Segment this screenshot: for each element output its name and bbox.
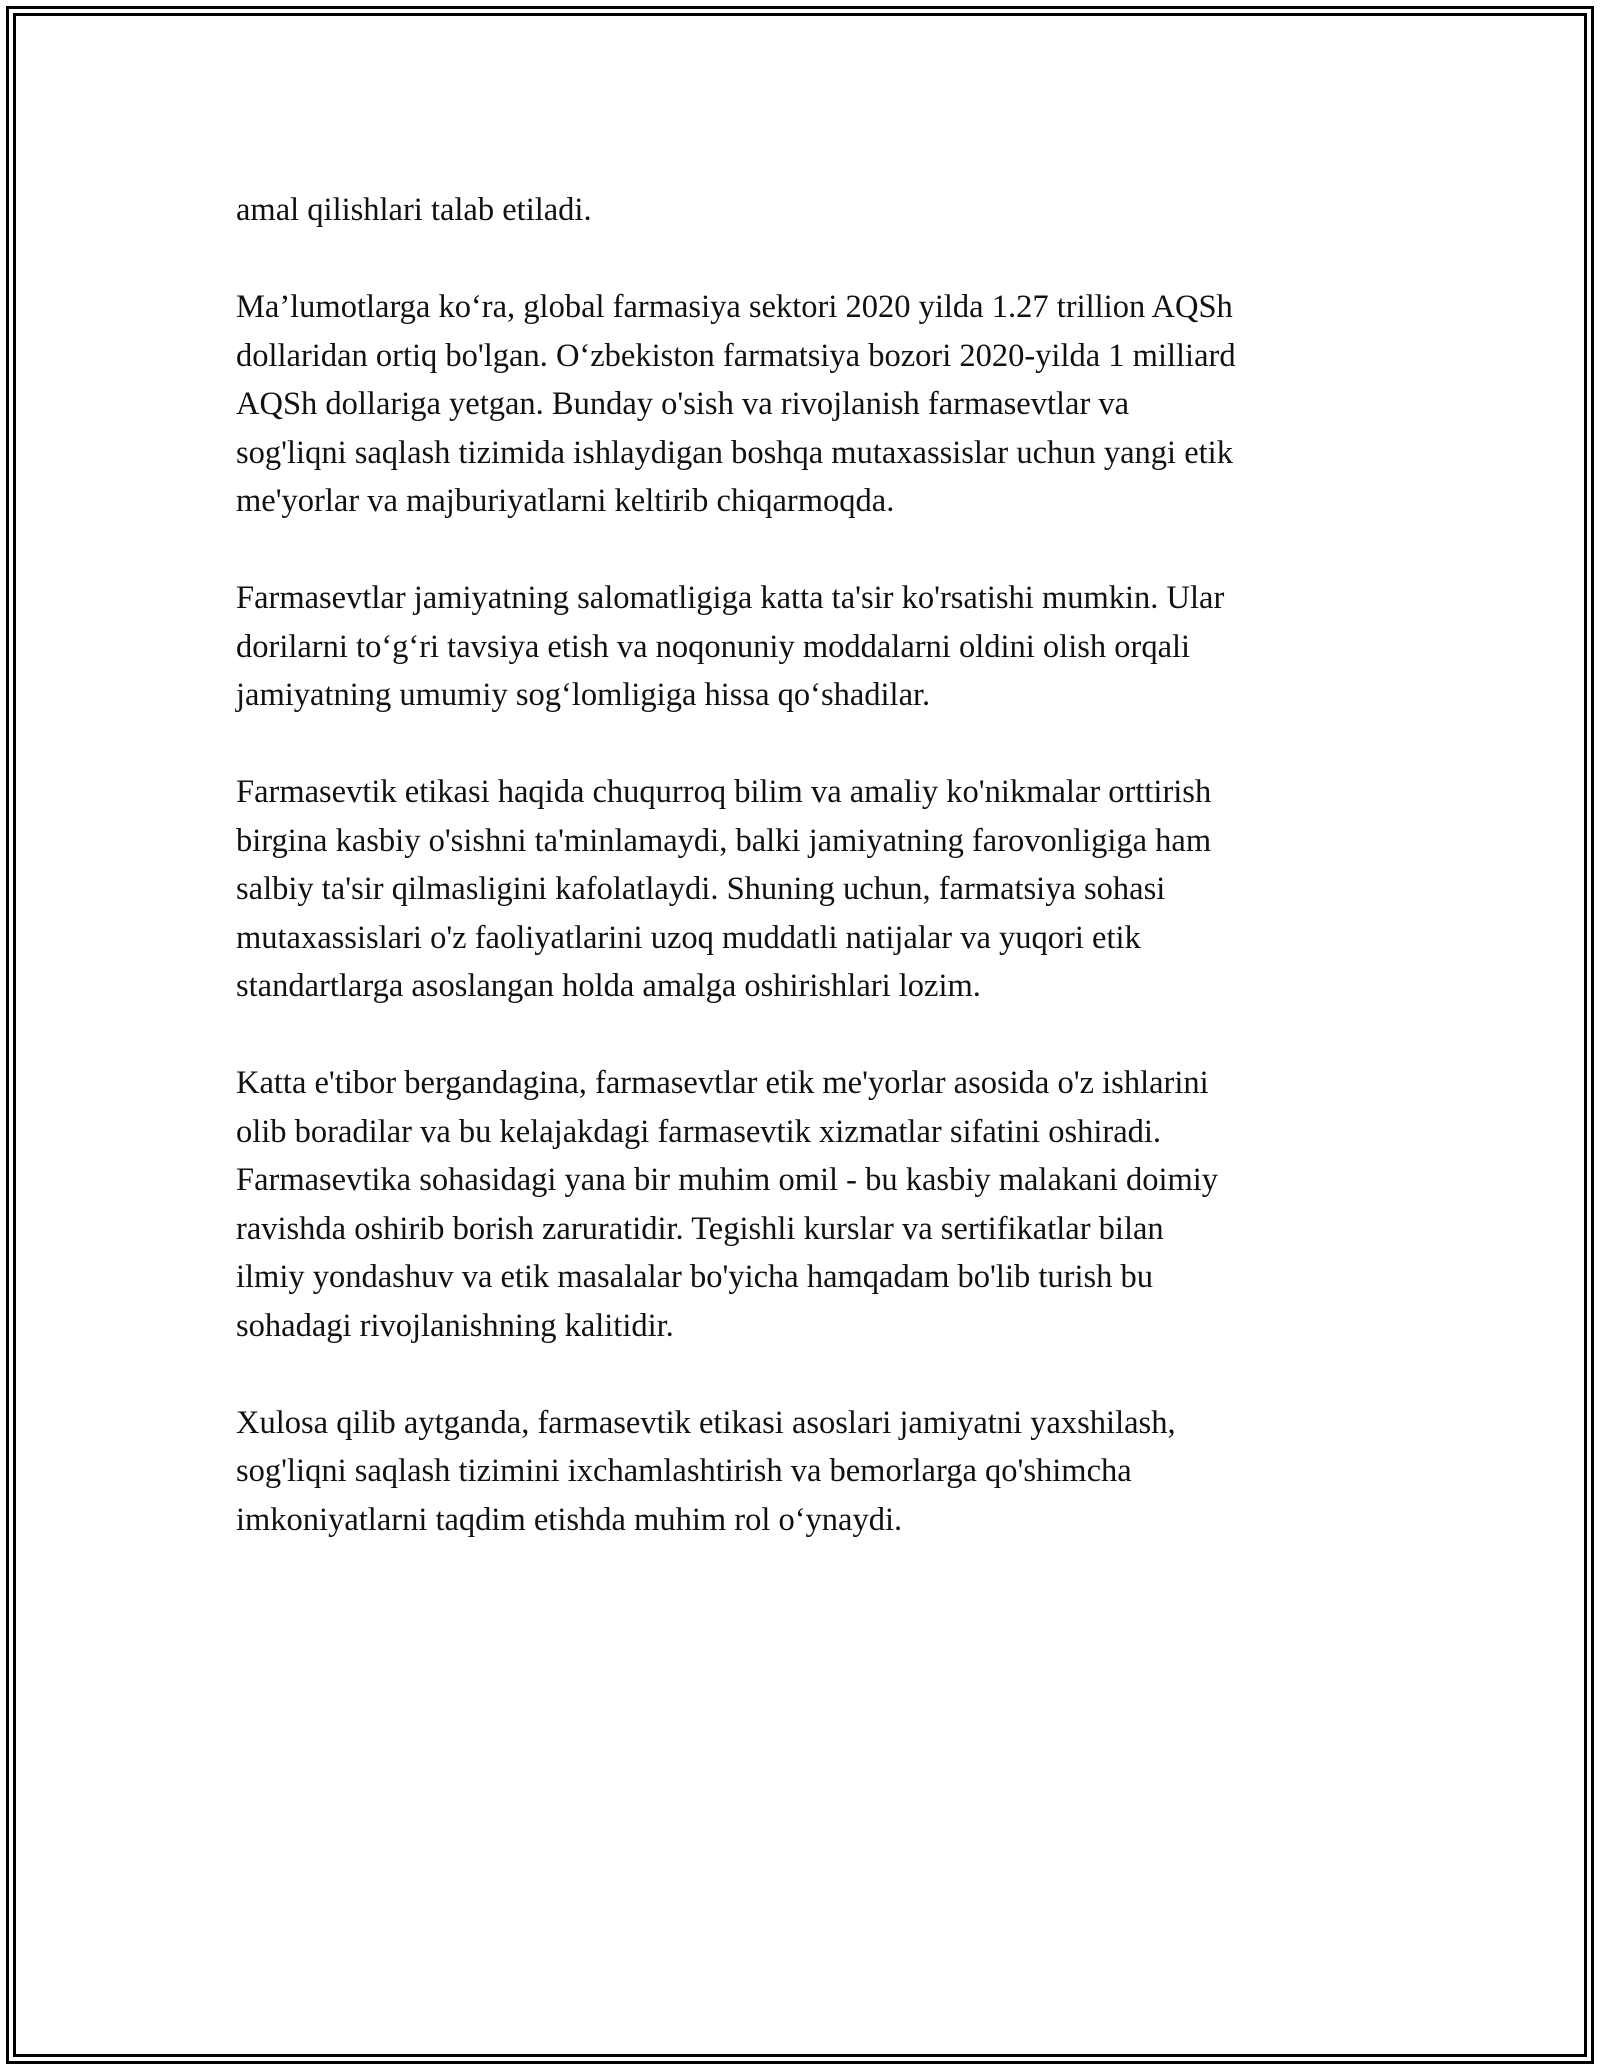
paragraph-2 xyxy=(236,283,1376,526)
text-line: ilmiy yondashuv va etik masalalar bo'yicha hamqadam bo'lib turish bu xyxy=(236,1259,1153,1295)
text-line: birgina kasbiy o'sishni ta'minlamaydi, balki jamiyatning farovonligiga ham xyxy=(236,822,1212,859)
text-line: Farmasevtik etikasi haqida chuqurroq bilim va amaliy ko'nikmalar orttirish xyxy=(236,774,1212,810)
paragraph-6 xyxy=(236,1399,1376,1545)
text-line: dollaridan ortiq bo'lgan. O‘zbekiston farmatsiya bozori 2020-yilda 1 milliard xyxy=(236,337,1236,374)
text-line: AQSh dollariga yetgan. Bunday o'sish va rivojlanish farmasevtlar va xyxy=(236,386,1130,422)
text-line: Xulosa qilib aytganda, farmasevtik etikasi asoslari jamiyatni yaxshilash, xyxy=(236,1404,1176,1441)
text-line: imkoniyatlarni taqdim etishda muhim rol o‘ynaydi. xyxy=(236,1501,903,1538)
text-line: salbiy ta'sir qilmasligini kafolatlaydi. Shuning uchun, farmatsiya sohasi xyxy=(236,871,1166,907)
text-line: me'yorlar va majburiyatlarni keltirib chiqarmoqda. xyxy=(236,483,895,519)
document-body xyxy=(236,186,1376,1593)
text-line: sog'liqni saqlash tizimini ixchamlashtirish va bemorlarga qo'shimcha xyxy=(236,1453,1132,1489)
text-line: mutaxassislari o'z faoliyatlarini uzoq muddatli natijalar va yuqori etik xyxy=(236,919,1141,956)
text-line: amal qilishlari talab etiladi. xyxy=(236,192,592,228)
text-line: Farmasevtlar jamiyatning salomatligiga katta ta'sir ko'rsatishi mumkin. Ular xyxy=(236,580,1225,616)
paragraph-3 xyxy=(236,574,1376,720)
text-line: Katta e'tibor bergandagina, farmasevtlar etik me'yorlar asosida o'z ishlarini xyxy=(236,1065,1209,1101)
text-line: sohadagi rivojlanishning kalitidir. xyxy=(236,1307,674,1344)
paragraph-5 xyxy=(236,1059,1376,1350)
paragraph-1 xyxy=(236,186,1376,235)
text-line: standartlarga asoslangan holda amalga oshirishlari lozim. xyxy=(236,968,981,1004)
text-line: jamiyatning umumiy sog‘lomligiga hissa qo‘shadilar. xyxy=(236,677,931,713)
paragraph-4 xyxy=(236,768,1376,1011)
text-line: dorilarni to‘g‘ri tavsiya etish va noqonuniy moddalarni oldini olish orqali xyxy=(236,628,1191,665)
text-line: Farmasevtika sohasidagi yana bir muhim omil - bu kasbiy malakani doimiy xyxy=(236,1162,1219,1198)
text-line: olib boradilar va bu kelajakdagi farmasevtik xizmatlar sifatini oshiradi. xyxy=(236,1113,1162,1150)
text-line: sog'liqni saqlash tizimida ishlaydigan boshqa mutaxassislar uchun yangi etik xyxy=(236,434,1233,471)
text-line: Ma’lumotlarga ko‘ra, global farmasiya sektori 2020 yilda 1.27 trillion AQSh xyxy=(236,289,1233,325)
text-line: ravishda oshirib borish zaruratidir. Tegishli kurslar va sertifikatlar bilan xyxy=(236,1210,1164,1247)
